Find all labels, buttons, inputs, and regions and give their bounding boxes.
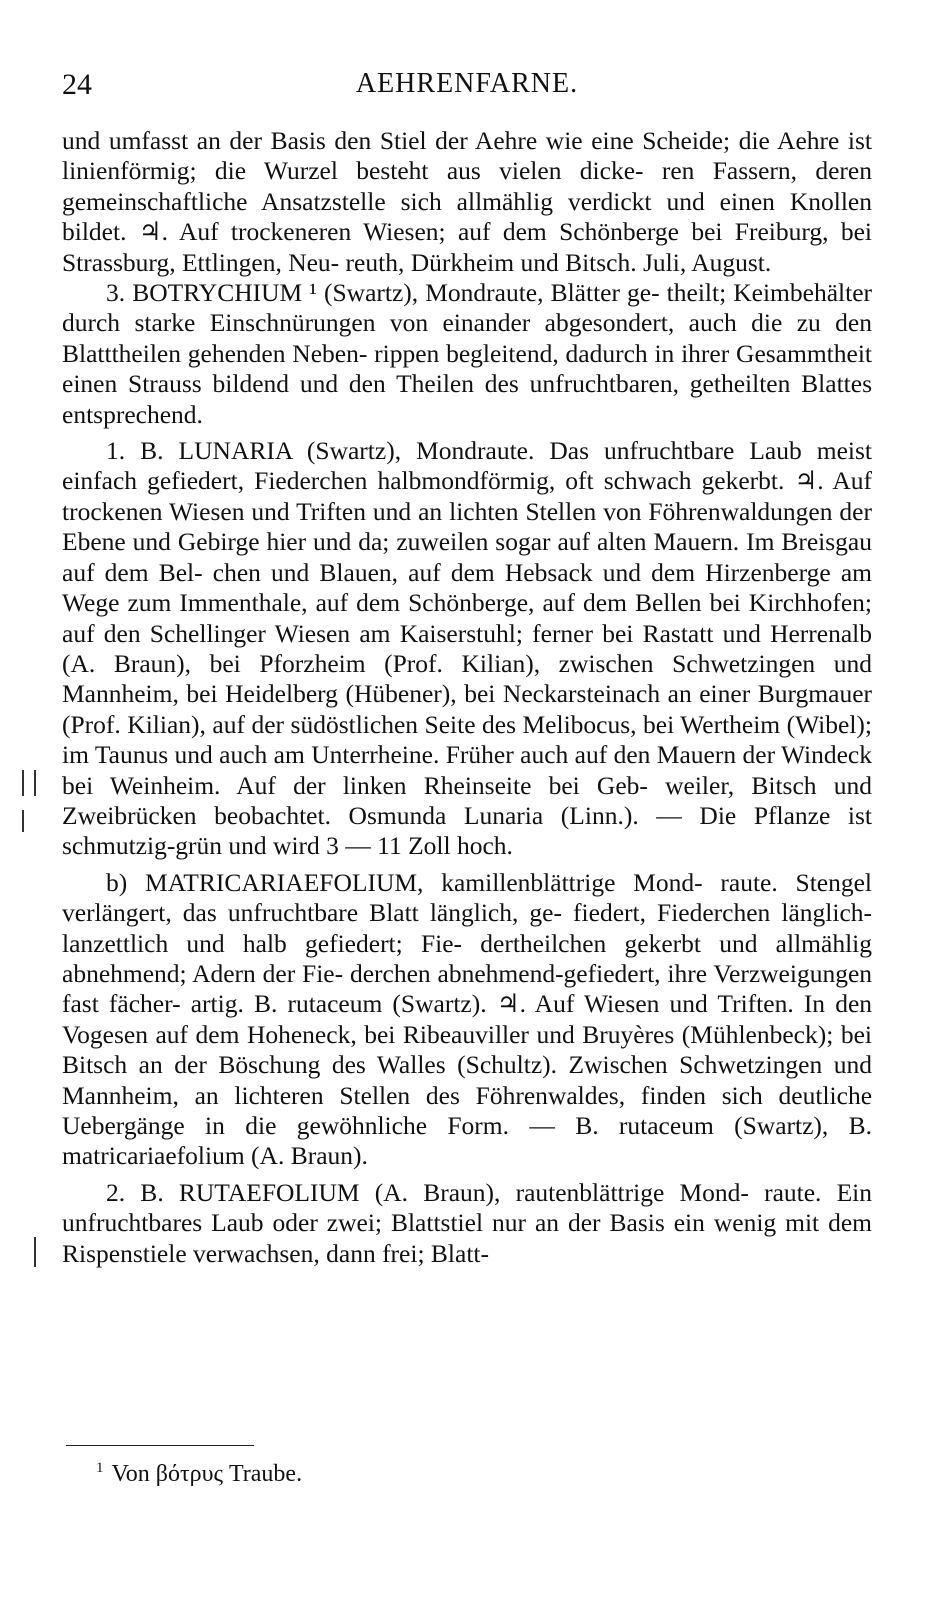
body-text xyxy=(62,126,872,1269)
footnote-text: Von βότρυς Traube. xyxy=(111,1461,303,1487)
margin-mark xyxy=(34,1237,36,1267)
paragraph-b-lunaria: 1. B. LUNARIA (Swartz), Mondraute. Das unfruchtbare Laub meist einfach gefiedert, Fiederchen halbmondförmig, oft schwach gekerbt. ♃. Auf trockenen Wiesen und Triften und an lichten Stellen von Föhrenwaldungen der Ebene und Gebirge hier und da; zuweilen sogar auf alten Mauern. Im Breisgau auf dem Bel- chen und Blauen, auf dem Hebsack und dem Hirzenberge am Wege zum Immenthale, auf dem Schönberge, auf dem Bellen bei Kirchhofen; auf den Schellinger Wiesen am Kaiserstuhl; ferner bei Rastatt und Herrenalb (A. Braun), bei Pforzheim (Prof. Kilian), zwischen Schwetzingen und Mannheim, bei Heidelberg (Hübener), bei Neckarsteinach an einer Burgmauer (Prof. Kilian), auf der südöstlichen Seite des Melibocus, bei Wertheim (Wibel); im Taunus und auch am Unterrheine. Früher auch auf den Mauern der Windeck bei Weinheim. Auf der linken Rheinseite bei Geb- weiler, Bitsch und Zweibrücken beobachtet. Osmunda Lunaria (Linn.). — Die Pflanze ist schmutzig-grün und wird 3 — 11 Zoll hoch. xyxy=(62,436,873,861)
margin-mark xyxy=(22,810,24,832)
running-title: AEHRENFARNE. xyxy=(355,68,579,99)
paragraph-genus-botrychium: 3. BOTRYCHIUM ¹ (Swartz), Mondraute, Blätter ge- theilt; Keimbehälter durch starke Einschnürungen von einander abgesondert, auch die zu den Blatttheilen gehenden Neben- rippen begleitend, dadurch in ihrer Gesammtheit einen Strauss bildend und den Theilen des unfruchtbaren, getheilten Blattes entsprechend. xyxy=(62,278,873,429)
page-number: 24 xyxy=(62,68,92,101)
margin-mark xyxy=(22,770,24,796)
paragraph-matricariaefolium: b) MATRICARIAEFOLIUM, kamillenblättrige Mond- raute. Stengel verlängert, das unfruchtbare Blatt länglich, ge- fiedert, Fiederchen länglich-lanzettlich und halb gefiedert; Fie- dertheilchen gekerbt und allmählig abnehmend; Adern der Fie- derchen abnehmend-gefiedert, ihre Verzweigungen fast fächer- artig. B. rutaceum (Swartz). ♃. Auf Wiesen und Triften. In den Vogesen auf dem Hoheneck, bei Ribeauviller und Bruyères (Mühlenbeck); bei Bitsch an der Böschung des Walles (Schultz). Zwischen Schwetzingen und Mannheim, an lichteren Stellen des Föhrenwaldes, finden sich deutliche Uebergänge in die gewöhnliche Form. — B. rutaceum (Swartz), B. matricariaefolium (A. Braun). xyxy=(62,867,873,1171)
footnote xyxy=(96,1460,302,1488)
paragraph-1: und umfasst an der Basis den Stiel der Aehre wie eine Scheide; die Aehre ist linienförmig; die Wurzel besteht aus vielen dicke- ren Fassern, deren gemeinschaftliche Ansatzstelle sich allmählig verdickt und einen Knollen bildet. ♃. Auf trockeneren Wiesen; auf dem Schönberge bei Freiburg, bei Strassburg, Ettlingen, Neu- reuth, Dürkheim und Bitsch. Juli, August. xyxy=(62,126,873,277)
footnote-rule xyxy=(66,1445,254,1446)
footnote-marker: 1 xyxy=(96,1460,104,1476)
paragraph-b-rutaefolium: 2. B. RUTAEFOLIUM (A. Braun), rautenblättrige Mond- raute. Ein unfruchtbares Laub oder zwei; Blattstiel nur an der Basis ein wenig mit dem Rispenstiele verwachsen, dann frei; Blatt- xyxy=(62,1177,873,1268)
margin-mark xyxy=(34,770,36,796)
page-header xyxy=(62,68,872,108)
